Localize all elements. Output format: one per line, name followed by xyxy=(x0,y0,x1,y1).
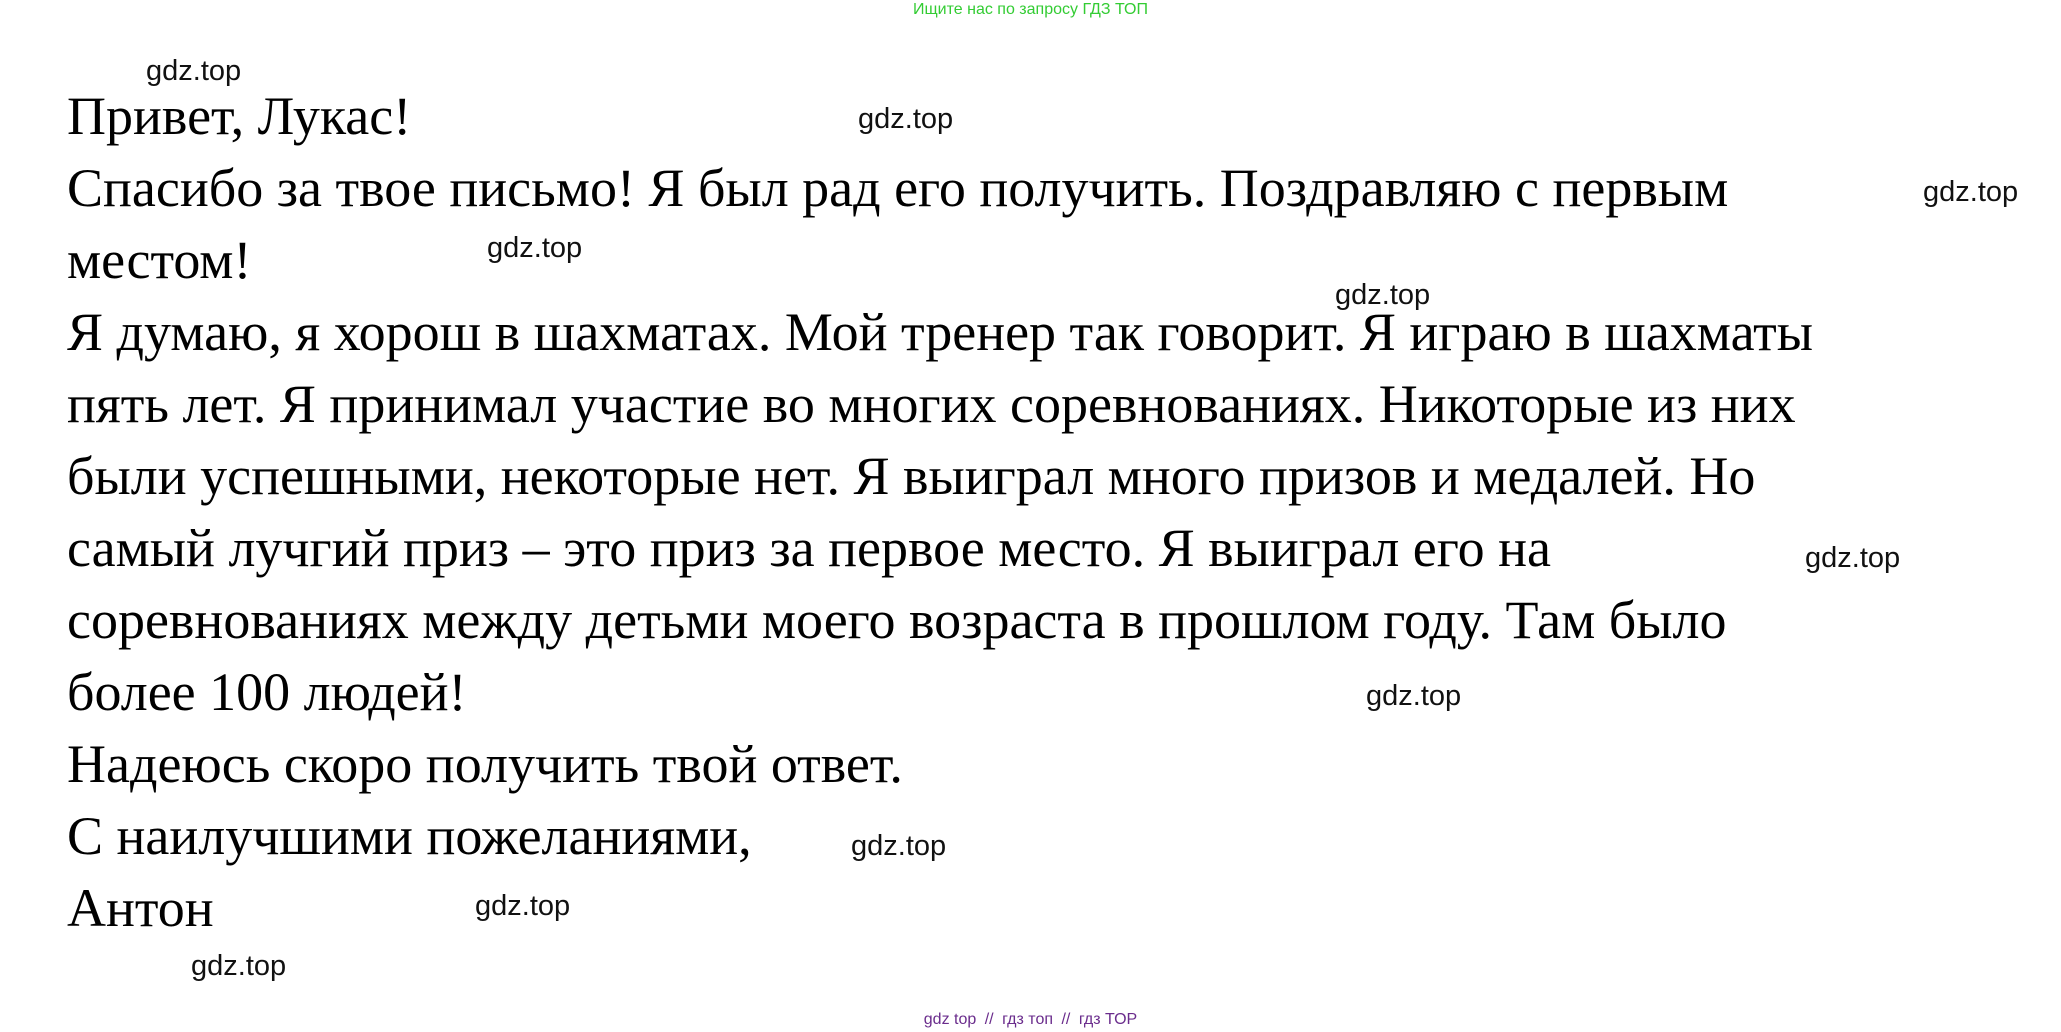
footer-separator: // xyxy=(1061,1011,1071,1028)
watermark: gdz.top xyxy=(1335,279,1431,311)
footer-links xyxy=(0,1010,2061,1030)
greeting-line: Привет, Лукас! xyxy=(67,86,412,146)
watermark: gdz.top xyxy=(191,950,287,982)
watermark: gdz.top xyxy=(1805,542,1901,574)
watermark: gdz.top xyxy=(487,232,583,264)
footer-separator: // xyxy=(984,1011,994,1028)
letter-line: пять лет. Я принимал участие во многих соревнованиях. Никоторые из них xyxy=(67,374,1796,434)
watermark: gdz.top xyxy=(475,890,571,922)
watermark: gdz.top xyxy=(851,830,947,862)
watermark: gdz.top xyxy=(1366,680,1462,712)
letter-line: Я думаю, я хорош в шахматах. Мой тренер так говорит. Я играю в шахматы xyxy=(67,302,1814,362)
letter-line: местом! xyxy=(67,230,252,290)
footer-link[interactable]: гдз ТОР xyxy=(1078,1011,1138,1028)
signature-line: Антон xyxy=(67,878,214,938)
closing-line: С наилучшими пожеланиями, xyxy=(67,806,752,866)
footer-link[interactable]: gdz top xyxy=(923,1011,977,1028)
footer-link[interactable]: гдз топ xyxy=(1002,1011,1054,1028)
letter-line: самый лучгий приз – это приз за первое место. Я выиграл его на xyxy=(67,518,1551,578)
letter-line: более 100 людей! xyxy=(67,662,467,722)
watermark: gdz.top xyxy=(858,103,954,135)
watermark: gdz.top xyxy=(1923,176,2019,208)
letter-line: были успешными, некоторые нет. Я выиграл много призов и медалей. Но xyxy=(67,446,1756,506)
letter-line: соревнованиях между детьми моего возраста в прошлом году. Там было xyxy=(67,590,1727,650)
letter-line: Спасибо за твое письмо! Я был рад его получить. Поздравляю с первым xyxy=(67,158,1729,218)
letter-line: Надеюсь скоро получить твой ответ. xyxy=(67,734,903,794)
top-banner: Ищите нас по запросу ГДЗ ТОП xyxy=(913,1,1148,18)
watermark: gdz.top xyxy=(146,55,242,87)
